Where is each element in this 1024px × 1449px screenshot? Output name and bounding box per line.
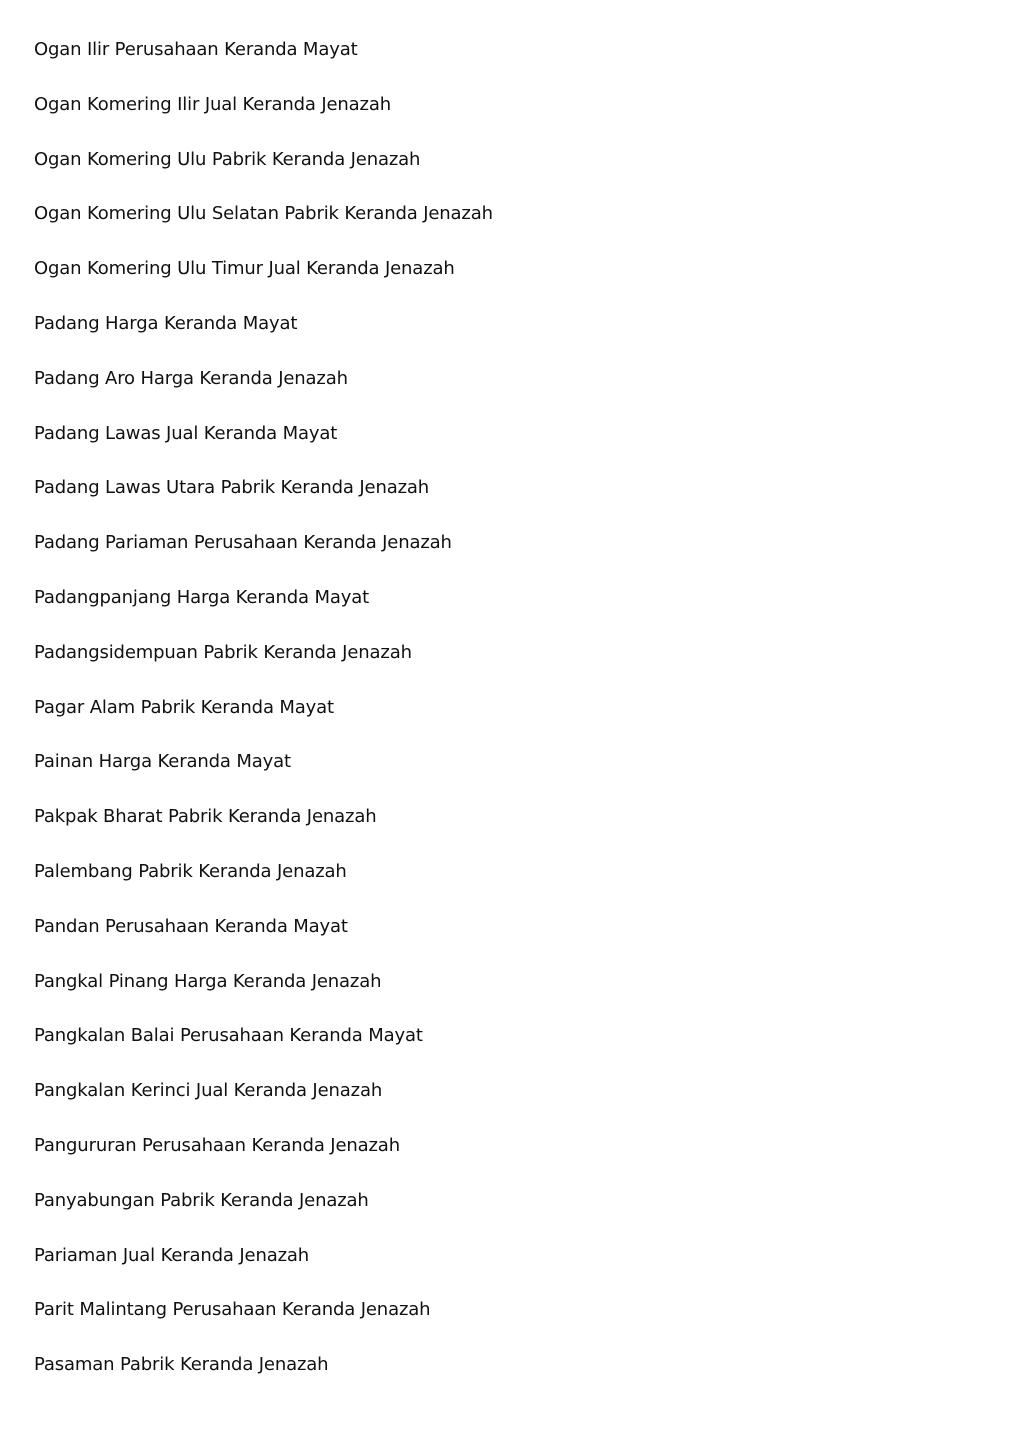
text-line: Padang Aro Harga Keranda Jenazah	[34, 367, 348, 389]
text-line: Pakpak Bharat Pabrik Keranda Jenazah	[34, 806, 377, 828]
text-line: Palembang Pabrik Keranda Jenazah	[34, 860, 347, 882]
text-line: Pangkal Pinang Harga Keranda Jenazah	[34, 970, 382, 992]
text-line: Pandan Perusahaan Keranda Mayat	[34, 915, 348, 937]
text-line: Painan Harga Keranda Mayat	[34, 751, 291, 773]
text-line: Ogan Komering Ulu Pabrik Keranda Jenazah	[34, 148, 421, 170]
text-line: Padang Harga Keranda Mayat	[34, 312, 298, 334]
text-line: Padang Pariaman Perusahaan Keranda Jenazah	[34, 532, 452, 554]
text-line: Pasaman Pabrik Keranda Jenazah	[34, 1354, 329, 1376]
text-line: Padangpanjang Harga Keranda Mayat	[34, 586, 369, 608]
text-line: Panyabungan Pabrik Keranda Jenazah	[34, 1189, 369, 1211]
text-line: Padang Lawas Utara Pabrik Keranda Jenazah	[34, 477, 430, 499]
text-line: Pangkalan Balai Perusahaan Keranda Mayat	[34, 1025, 423, 1047]
text-line: Pangururan Perusahaan Keranda Jenazah	[34, 1134, 400, 1156]
text-line: Pagar Alam Pabrik Keranda Mayat	[34, 696, 334, 718]
text-line: Pariaman Jual Keranda Jenazah	[34, 1244, 310, 1266]
text-line: Ogan Ilir Perusahaan Keranda Mayat	[34, 39, 358, 60]
document-body	[34, 36, 994, 1406]
text-line: Parit Malintang Perusahaan Keranda Jenazah	[34, 1299, 431, 1321]
text-line: Pangkalan Kerinci Jual Keranda Jenazah	[34, 1080, 383, 1102]
text-line: Padangsidempuan Pabrik Keranda Jenazah	[34, 641, 412, 663]
text-line: Ogan Komering Ulu Timur Jual Keranda Jenazah	[34, 258, 455, 280]
text-line: Padang Lawas Jual Keranda Mayat	[34, 422, 338, 444]
text-line: Ogan Komering Ilir Jual Keranda Jenazah	[34, 93, 391, 115]
text-line: Ogan Komering Ulu Selatan Pabrik Keranda Jenazah	[34, 203, 493, 225]
